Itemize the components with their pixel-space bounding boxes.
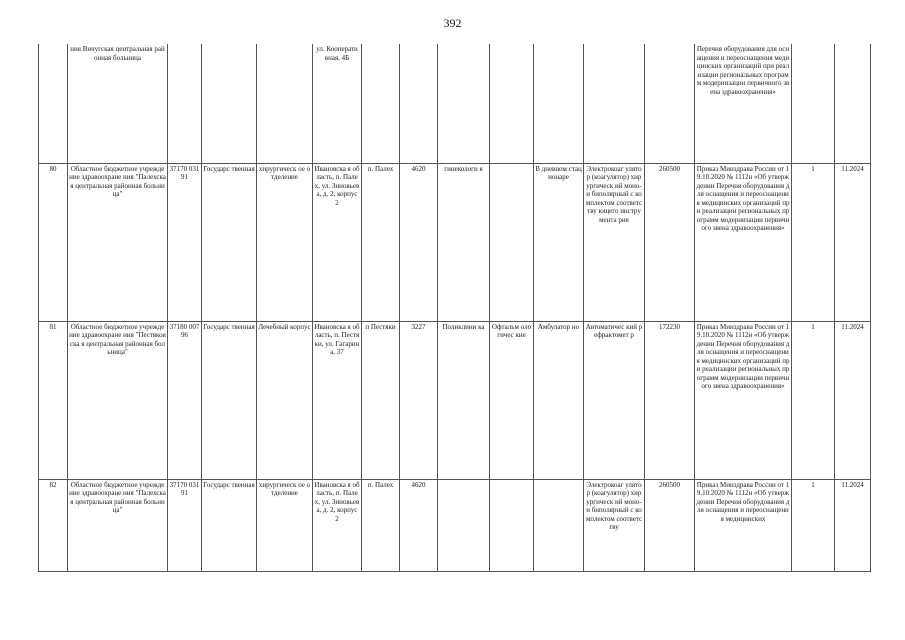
cell-conditions: [534, 44, 584, 163]
cell-price: [645, 44, 695, 163]
cell-no: 82: [39, 479, 68, 571]
cell-quantity: 1: [792, 163, 835, 321]
cell-order: Приказ Минздрава России от 19.10.2020 № 1112н «Об утверждении Перечня оборудования для оснащения и переоснащения медицинских организаций при реализации региональных программ модернизации первичного звена здравоохранения»: [695, 163, 792, 321]
cell-organization: Областное бюджетное учреждение здравоохране ния "Палехская центральная районная больница": [68, 163, 168, 321]
cell-specialty: Офтальм ологичес кие: [490, 321, 534, 479]
cell-date: 11.2024: [835, 163, 871, 321]
cell-code: 4620: [400, 479, 438, 571]
cell-unit: хирургическ ое отделение: [257, 163, 313, 321]
cell-profile: [438, 44, 490, 163]
cell-ownership: Государс твенная: [202, 163, 257, 321]
cell-order: Приказ Минздрава России от 19.10.2020 № 1112н «Об утверждении Перечня оборудования для оснащения и переоснащения медицинских: [695, 479, 792, 571]
cell-equipment: [584, 44, 645, 163]
cell-quantity: [792, 44, 835, 163]
cell-price: 260500: [645, 479, 695, 571]
cell-organization: ния Вичугская центральная районная больница: [68, 44, 168, 163]
cell-conditions: В дневном стационаре: [534, 163, 584, 321]
cell-date: [835, 44, 871, 163]
cell-settlement: п Пестяки: [362, 321, 400, 479]
cell-equipment: Электрокоаг улятор (коагулятор) хирургическ ий моно- и биполярный с комплектом соответству ющего инструмента рия: [584, 163, 645, 321]
cell-unit: хирургическ ое отделение: [257, 479, 313, 571]
cell-conditions: Амбулатор но: [534, 321, 584, 479]
cell-code: [400, 44, 438, 163]
cell-equipment: Автоматичес кий рефрактомет р: [584, 321, 645, 479]
cell-date: 11.2024: [835, 321, 871, 479]
cell-quantity: 1: [792, 479, 835, 571]
cell-address: Ивановска я область, п. Палех, ул. Зиновьева, д. 2, корпус 2: [313, 479, 362, 571]
cell-no: 80: [39, 163, 68, 321]
cell-specialty: [490, 163, 534, 321]
table-row: [39, 321, 871, 479]
table-row: [39, 479, 871, 571]
cell-specialty: [490, 479, 534, 571]
cell-ownership: [202, 44, 257, 163]
cell-price: 260500: [645, 163, 695, 321]
cell-inn: [168, 44, 202, 163]
cell-profile: Поликлини ка: [438, 321, 490, 479]
cell-order: Приказ Минздрава России от 19.10.2020 № 1112н «Об утверждении Перечня оборудования для оснащения и переоснащения медицинских организаций при реализации региональных программ модернизации первичного звена здравоохранения»: [695, 321, 792, 479]
cell-unit: [257, 44, 313, 163]
cell-no: [39, 44, 68, 163]
cell-address: Ивановска я область, п. Палех, ул. Зиновьева, д. 2, корпус 2: [313, 163, 362, 321]
cell-profile: [438, 479, 490, 571]
cell-settlement: п. Палех: [362, 479, 400, 571]
cell-inn: 37170 03191: [168, 479, 202, 571]
cell-address: Ивановска я область, п. Пестяки, ул. Гагарина, 37: [313, 321, 362, 479]
cell-organization: Областное бюджетное учреждение здравоохране ния "Палехская центральная районная больница": [68, 479, 168, 571]
cell-price: 172230: [645, 321, 695, 479]
cell-address: ул. Кооперати вная, 4Б: [313, 44, 362, 163]
cell-quantity: 1: [792, 321, 835, 479]
cell-organization: Областное бюджетное учреждение здравоохране ния "Пестяковска я центральная районная больница": [68, 321, 168, 479]
cell-ownership: Государс твенная: [202, 479, 257, 571]
cell-settlement: [362, 44, 400, 163]
cell-ownership: Государс твенная: [202, 321, 257, 479]
cell-inn: 37180 00796: [168, 321, 202, 479]
cell-code: 3227: [400, 321, 438, 479]
cell-no: 81: [39, 321, 68, 479]
cell-order: Перечня оборудования для оснащения и переоснащения медицинских организаций при реализации региональных программ модернизации первичного звена здравоохранения»: [695, 44, 792, 163]
cell-profile: гинекологи я: [438, 163, 490, 321]
table-row: [39, 44, 871, 163]
cell-specialty: [490, 44, 534, 163]
cell-unit: Лечебный корпус: [257, 321, 313, 479]
cell-conditions: [534, 479, 584, 571]
table-row: [39, 163, 871, 321]
cell-equipment: Электрокоаг улятор (коагулятор) хирургическ ий моно- и биполярный с комплектом соответству: [584, 479, 645, 571]
cell-date: 11.2024: [835, 479, 871, 571]
page-number: 392: [443, 16, 462, 30]
equipment-table: [38, 44, 871, 572]
cell-inn: 37170 03191: [168, 163, 202, 321]
cell-settlement: п. Палех: [362, 163, 400, 321]
cell-code: 4620: [400, 163, 438, 321]
